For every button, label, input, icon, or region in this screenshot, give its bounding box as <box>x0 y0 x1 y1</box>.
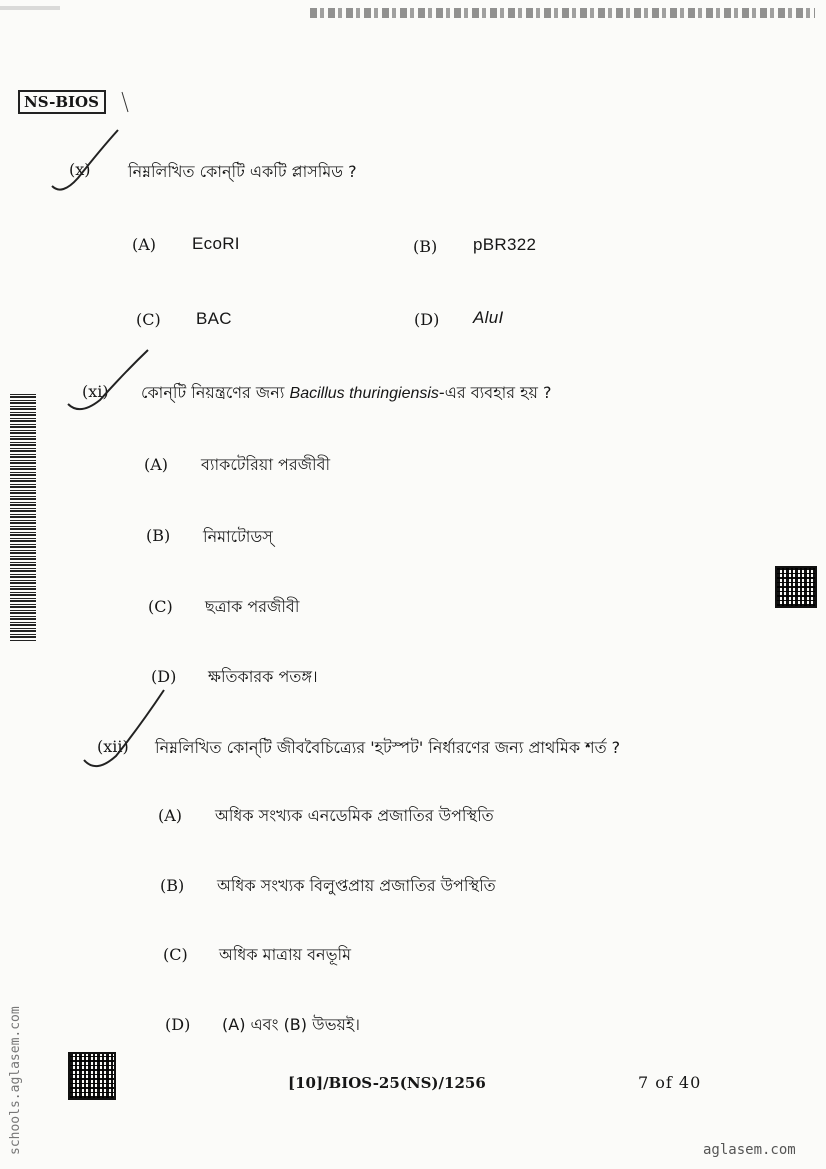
question-xii-option-a-label: (A) <box>158 806 183 825</box>
question-x-option-c-label: (C) <box>136 310 161 329</box>
question-x-text: নিম্নলিখিত কোন্‌টি একটি প্লাসমিড ? <box>128 162 357 181</box>
question-x-option-b-label: (B) <box>413 237 438 256</box>
footer-paper-code: [10]/BIOS-25(NS)/1256 <box>288 1074 486 1092</box>
footer-page-number: 7 of 40 <box>638 1073 702 1092</box>
question-xii-text: নিম্নলিখিত কোন্‌টি জীববৈচিত্র্যের 'হটস্পট' নির্ধারণের জন্য প্রাথমিক শর্ত ? <box>155 738 621 757</box>
question-xii-option-d-label: (D) <box>165 1015 191 1034</box>
question-xii-option-d-text: (A) এবং (B) উভয়ই। <box>222 1015 360 1034</box>
question-xi-option-b-text: নিমাটোডস্‌ <box>203 527 273 546</box>
question-xii-option-c-text: অধিক মাত্রায় বনভূমি <box>219 945 351 964</box>
question-xi-option-a-label: (A) <box>144 455 169 474</box>
question-x-number: (x) <box>69 160 91 179</box>
question-xi-text: কোন্‌টি নিয়ন্ত্রণের জন্য Bacillus thuringiensis-এর ব্যবহার হয় ? <box>141 383 552 402</box>
question-x-option-a-text: EcoRI <box>192 234 240 253</box>
question-x-option-c-text: BAC <box>196 309 232 328</box>
question-xi-option-d-label: (D) <box>151 667 177 686</box>
qr-code-icon <box>775 566 817 608</box>
question-xii-option-b-text: অধিক সংখ্যক বিলুপ্তপ্রায় প্রজাতির উপস্থিতি <box>217 876 496 895</box>
question-xii-number: (xii) <box>97 737 129 756</box>
question-xi-option-d-text: ক্ষতিকারক পতঙ্গ। <box>208 667 318 686</box>
question-xii-option-b-label: (B) <box>160 876 185 895</box>
side-watermark: schools.aglasem.com <box>8 1006 23 1155</box>
question-x-option-d-text: AluI <box>473 308 504 327</box>
question-x-option-b-text: pBR322 <box>473 235 537 254</box>
question-xi-option-c-text: ছত্রাক পরজীবী <box>205 597 300 616</box>
question-xi-option-a-text: ব্যাকটেরিয়া পরজীবী <box>201 455 331 474</box>
barcode-icon <box>10 393 36 641</box>
question-xi-option-b-label: (B) <box>146 526 171 545</box>
question-xii-option-c-label: (C) <box>163 945 188 964</box>
question-xii-option-a-text: অধিক সংখ্যক এনডেমিক প্রজাতির উপস্থিতি <box>215 806 494 825</box>
question-xi-option-c-label: (C) <box>148 597 173 616</box>
question-x-option-d-label: (D) <box>414 310 440 329</box>
species-name: Bacillus thuringiensis <box>289 385 439 402</box>
paper-code-box: NS-BIOS <box>18 90 106 114</box>
site-watermark: aglasem.com <box>703 1142 796 1158</box>
qr-code-icon <box>68 1052 116 1100</box>
question-xi-number: (xi) <box>82 382 109 401</box>
question-x-option-a-label: (A) <box>132 235 157 254</box>
